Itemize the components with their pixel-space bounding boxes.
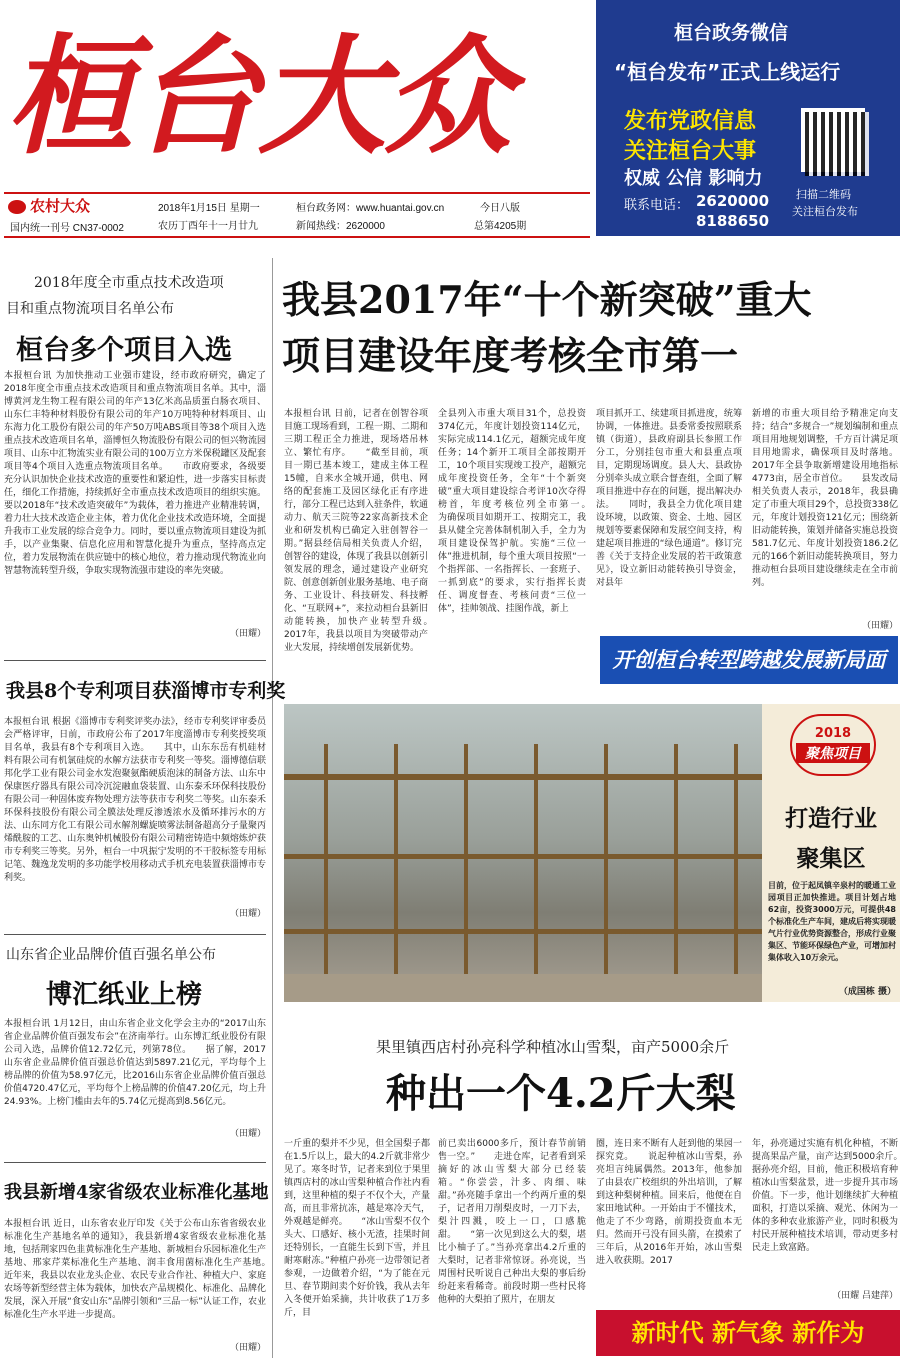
divider [4,934,266,935]
main-banner: 开创桓台转型跨越发展新局面 [600,636,898,684]
ad-line-5: 权威 公信 影响力 [624,168,763,189]
masthead-title: 桓台大众 [6,22,511,172]
main-col-3: 项目抓开工、续建项目抓进度，统筹协调，一体推进。县委常委按照联系镇（街道），县政府副县长参照工作分工，分别挂包市重大和县重点项目，定期现场调度。县人大、县政协分别牵头成立联合督查组，全面了解项目推进中存在的问题，提出解决办法。 同时，我县全力优化项目建设环境，以政策、资金、土地、园区规划等要素保障和发展空间支持，构建起项目推进的“绿色通道”。修订完善《关于支持企业发展的若干政策意见》，设立新旧动能转换引导资金，对县年 [596,409,742,588]
page-count: 今日八版 [480,203,520,214]
photo-caption: 目前，位于起凤镇辛泉村的暖通工业园项目正加快推进。项目计划占地62亩，投资3000万元，可提供48个标准化生产车间，建成后将实现暖气片行业优势资源整合，形成行业聚集区、节能环保绿色产业，可增加村集体收入10万余元。 [768,881,896,962]
a1-byline: （田耀） [229,629,266,639]
ad-qr-caption-1: 扫描二维码 [796,188,851,201]
side-title-2: 聚集区 [796,845,866,872]
divider [4,660,266,661]
badge-year: 2018 [814,726,852,741]
construction-photo [284,704,762,1002]
a3-byline: （田耀） [229,1129,266,1139]
ad-tel-2: 8188650 [696,212,770,230]
divider [4,1162,266,1163]
column-divider [272,258,273,1358]
logo-circle-icon [8,200,26,214]
a1-title: 桓台多个项目入选 [16,335,232,366]
pear-col-3: 圈，连日来不断有人赶到他的果园一探究竟。 说起种植冰山雪梨，孙亮坦言纯属偶然。2013年，他参加了由县农广校组织的外出培训，了解到这种梨树种植。回来后，他便在自家田地试种。一开始由于不懂技术，他走了不少弯路，前期投资血本无归。然而开弓没有回头箭，在摸索了三年后，从2016年开始，冰山雪梨进入收获期。2017 [596,1139,742,1266]
badge-text: 聚焦项目 [796,743,870,763]
gov-site: 桓台政务网：www.huantai.gov.cn [296,203,445,214]
main-headline-line-2: 项目建设年度考核全市第一 [282,333,739,378]
a2-title: 我县8个专利项目获淄博市专利奖 [6,680,286,702]
main-col-2: 全县列入市重大项目31个，总投资374亿元，年度计划投资114亿元，实际完成114.1亿元，超额完成年度任务；14个新开工项目全部按期开工，10个项目实现竣工投产，超额完成年度投资任务，全年“十个新突破”重大项目建设综合考评10次夺得榜首，年度考核位列全市第一。 为确保项目如期开工、按期完工，我县从健全完善体制机制入手，全力为项目建设保驾护航。实施“三位一体”推进机制，每个重大项目按照“一个指挥部、一名指挥长、一套班子、一抓到底”的要求，实行指挥长责任、调度督查、考核问责“三位一体”，挂帅领战、挂图作战，新上 [438,409,586,614]
a4-byline: （田耀） [229,1343,266,1353]
main-col-4: 新增的市重大项目给予精准定向支持；结合“多规合一”规划编制和重点项目用地规划调整，千方百计满足项目用地需求，确保项目及时落地。2017年全县争取新增建设用地指标4773亩，居全市首位。 县发改局相关负责人表示，2018年，我县确定了市重大项目29个，总投资338亿元，年度计划投资121亿元；围绕新旧动能转换，策划并储备实施总投资581.7亿元、年度计划投资186.2亿元的166个新旧动能转换项目，努力推动桓台县项目建设继续走在全市前列。 [752,409,898,588]
pear-title: 种出一个4.2斤大梨 [386,1070,736,1117]
ad-line-3: 发布党政信息 [624,109,757,134]
lunar-date: 农历丁酉年十一月廿九 [158,221,258,232]
issue-info-bar [4,192,590,238]
side-title-1: 打造行业 [785,805,877,832]
a1-body: 本报桓台讯 为加快推动工业强市建设，经市政府研究，确定了2018年度全市重点技术改造项目和重点物流项目名单。其中，淄博黄河龙生物工程有限公司的年产13亿米高品质蛋白肠衣项目、山东仁丰特种材料股份有限公司的年产10万吨特种材料项目、山东海力化工股份有限公司的年产50万吨ABS项目等38个项目入选重点技术改造项目名单，淄博恒久物流股份有限公司的恒兴物流园项目、山东中汇物流实业有限公司的100万立方米保税罐区及配套项目等4个项目入选重点物流项目名单。 市政府要求，各级要充分认识加快企业技术改造的重要性和紧迫性，进一步落实目标责任，细化工作措施，持续抓好全市重点技术改造项目的组织实施。要以2018年“技术改造突破年”为载体，着力推进产业精准转调，着力壮大技术改造企业主体，着力优化企业技术改造环境，全面提升我市工业发展的综合竞争力。同时，要以重点物流项目建设为抓手，以产业集聚、信息化应用和智慧化提升为重点，坚持高点定位，着力发展物流在供应链中的核心地位，着力推动现代物流业向智慧物流转型升级，争取实现物流强市建设的率先突破。 [4,371,266,576]
project-badge-panel [762,704,900,1002]
a3-kicker: 山东省企业品牌价值百强名单公布 [6,947,216,963]
a3-body: 本报桓台讯 1月12日，由山东省企业文化学会主办的“2017山东省企业品牌价值百强发布会”在济南举行。山东博汇纸业股份有限公司入选，品牌价值12.72亿元，列第78位。 据了解，2017山东省企业品牌价值百强总价值达到5897.21亿元，平均每个上榜品牌的价值为58.97亿元，比2016山东省企业品牌价值百强总价值4720.47亿元，平均每个上榜品牌的价值47.20亿元，均上升24.93%。上榜门槛由去年的5.74亿元提高到8.56亿元。 [4,1019,266,1107]
ad-line-4: 关注桓台大事 [624,139,757,164]
news-hotline: 新闻热线：2620000 [296,221,385,232]
a3-title: 博汇纸业上榜 [46,980,203,1010]
ad-tel-label: 联系电话： [624,198,690,213]
project-badge [790,714,876,776]
issn: 国内统一刊号 CN37-0002 [10,223,124,234]
pear-col-1: 一斤重的梨并不少见，但全国梨子都在1.5斤以上，最大的4.2斤就非常少见了。寒冬时节，记者来到位于果里镇西店村的冰山雪梨种植合作社内看到，这里种植的梨子不仅个大，产量高，而且非常抗冻，越是寒冷天气，外观越是鲜亮。 “冰山雪梨不仅个头大、口感好、核小无渣，挂果时间还特别长，一直能生长到下雪，并且耐寒耐冻。”种植户孙亮一边带领记者参观，一边做着介绍，“为了能在元旦、春节期间卖个好价钱，我从去年入冬便开始采摘，共计收获了1万多斤，目 [284,1139,430,1318]
a1-kicker-2: 目和重点物流项目名单公布 [6,301,174,317]
main-col-1: 本报桓台讯 日前，记者在创智谷项目施工现场看到，工程一期、二期和三期工程正全力推进，现场塔吊林立、繁忙有序。 “截至目前，项目一期已基本竣工，建成主体工程15幢，自来水全城开通，供电、网络的配套施工及园区绿化正有序进行，部分工程已达到入驻条件，软通动力、航天三院等22家高新技术企业和研发机构已确定入驻创智谷一期。”据县经信局相关负责人介绍，创智谷的建设，体现了我县以创新引领发展的理念，通过建设产业研究院、创意创新创业服务基地、电子商务、工业设计、科技研发、科技孵化、“互联网+”，来拉动桓台县新旧动能转换，加快产业转型升级。 2017年，我县以项目为突破带动产业大发展，持续增创发展新优势。 [284,409,428,653]
photo-credit: （成国栋 摄） [838,987,896,997]
a4-title: 我县新增4家省级农业标准化基地 [4,1182,269,1203]
ad-tel-1: 2620000 [696,192,770,210]
ad-line-2: “桓台发布”正式上线运行 [614,60,841,84]
ad-qr-caption-2: 关注桓台发布 [792,205,858,218]
a2-byline: （田耀） [229,909,266,919]
pear-kicker: 果里镇西店村孙亮科学种植冰山雪梨，亩产5000余斤 [376,1038,730,1056]
bottom-slogan-banner: 新时代 新气象 新作为 [596,1310,900,1356]
rural-logo-text: 农村大众 [30,197,91,215]
ad-line-1: 桓台政务微信 [674,22,789,44]
a1-kicker-1: 2018年度全市重点技术改造项 [34,275,224,291]
issue-date: 2018年1月15日 星期一 [158,203,260,214]
issue-number: 总第4205期 [474,221,527,232]
main-headline [282,272,900,384]
a4-body: 本报桓台讯 近日，山东省农业厅印发《关于公布山东省省级农业标准化生产基地名单的通知》，我县新增4家省级农业标准化基地，包括荆家四色韭黄标准化生产基地、新城桓台乐园标准化生产基地、邢家芹菜标准化生产基地、润丰食用菌标准化生产基地。 近年来，我县以农业龙头企业、农民专业合作社、种植大户、家庭农场等新型经营主体为载体，加快农产品规模化、标准化、品牌化发展，深入开展“食安山东”品牌引领和“三品一标”认证工作，农业标准化生产水平进一步提高。 [4,1219,266,1320]
pear-col-2: 前已卖出6000多斤，预计春节前销售一空。” 走进仓库，记者看到采摘好的冰山雪梨大部分已经装箱。“你尝尝，汁多、肉细、味甜。”孙亮随手拿出一个约两斤重的梨子，记者用刀削梨皮时，一刀下去，梨汁四溅，咬上一口，口感脆甜。 “第一次见到这么大的梨，堪比小柚子了。”当孙亮拿出4.2斤重的大梨时，记者非常惊讶。孙亮说，当周围村民听说自己种出大梨的事后纷纷赶来看稀奇。前段时期一些村民将他种的大梨拍了照片，在朋友 [438,1139,586,1305]
main-headline-line-1: 我县2017年“十个新突破”重大 [282,277,812,322]
main-byline: （田耀） [861,621,898,631]
rural-paper-logo [8,198,138,220]
pear-byline: （田耀 吕建萍） [832,1291,898,1301]
qr-code-icon[interactable] [801,108,865,172]
pear-col-4: 年，孙亮通过实施有机化种植，不断提高果品产量，亩产达到5000余斤。 据孙亮介绍，目前，他正积极培育种植冰山雪梨盆景，进一步提升其市场价值。下一步，他计划继续扩大种植面积，打造以采摘、观光、休闲为一体的多种农业旅游产业，同时积极为村民开展种植技术培训，带动更多村民走上致富路。 [752,1139,898,1253]
a2-body: 本报桓台讯 根据《淄博市专利奖评奖办法》，经市专利奖评审委员会严格评审，日前，市政府公布了2017年度淄博市专利奖授奖项目名单，我县有8个专利项目入选。 其中，山东东岳有机硅材料有限公司有机氯硅烷的水解方法获市专利奖一等奖。淄博德信联邦化学工业有限公司金水发泡聚氨酯硬质泡沫的制备方法、山东中保康医疗器具有限公司冷沉淀融血袋装置、山东泰禾环保科技股份有限公司一种固体废弃物处理方法等获市专利奖二等奖。山东泰禾环保科技股份有限公司全膜法处理反渗透浓水及循环排污水的方法、山东同方化工有限公司水解剂螺旋喷雾法制备超高分子量聚丙烯酰胺的工艺、山东奥钟机械股份有限公司精密铸造中频熔炼炉获市专利奖三等奖。另外，桓台一中巩振宁发明的不干胶标签专用标记笔、魏逸龙发明的多功能学校用移动式手机充电装置获淄博市专利奖。 [4,717,266,883]
wechat-ad [596,0,900,236]
